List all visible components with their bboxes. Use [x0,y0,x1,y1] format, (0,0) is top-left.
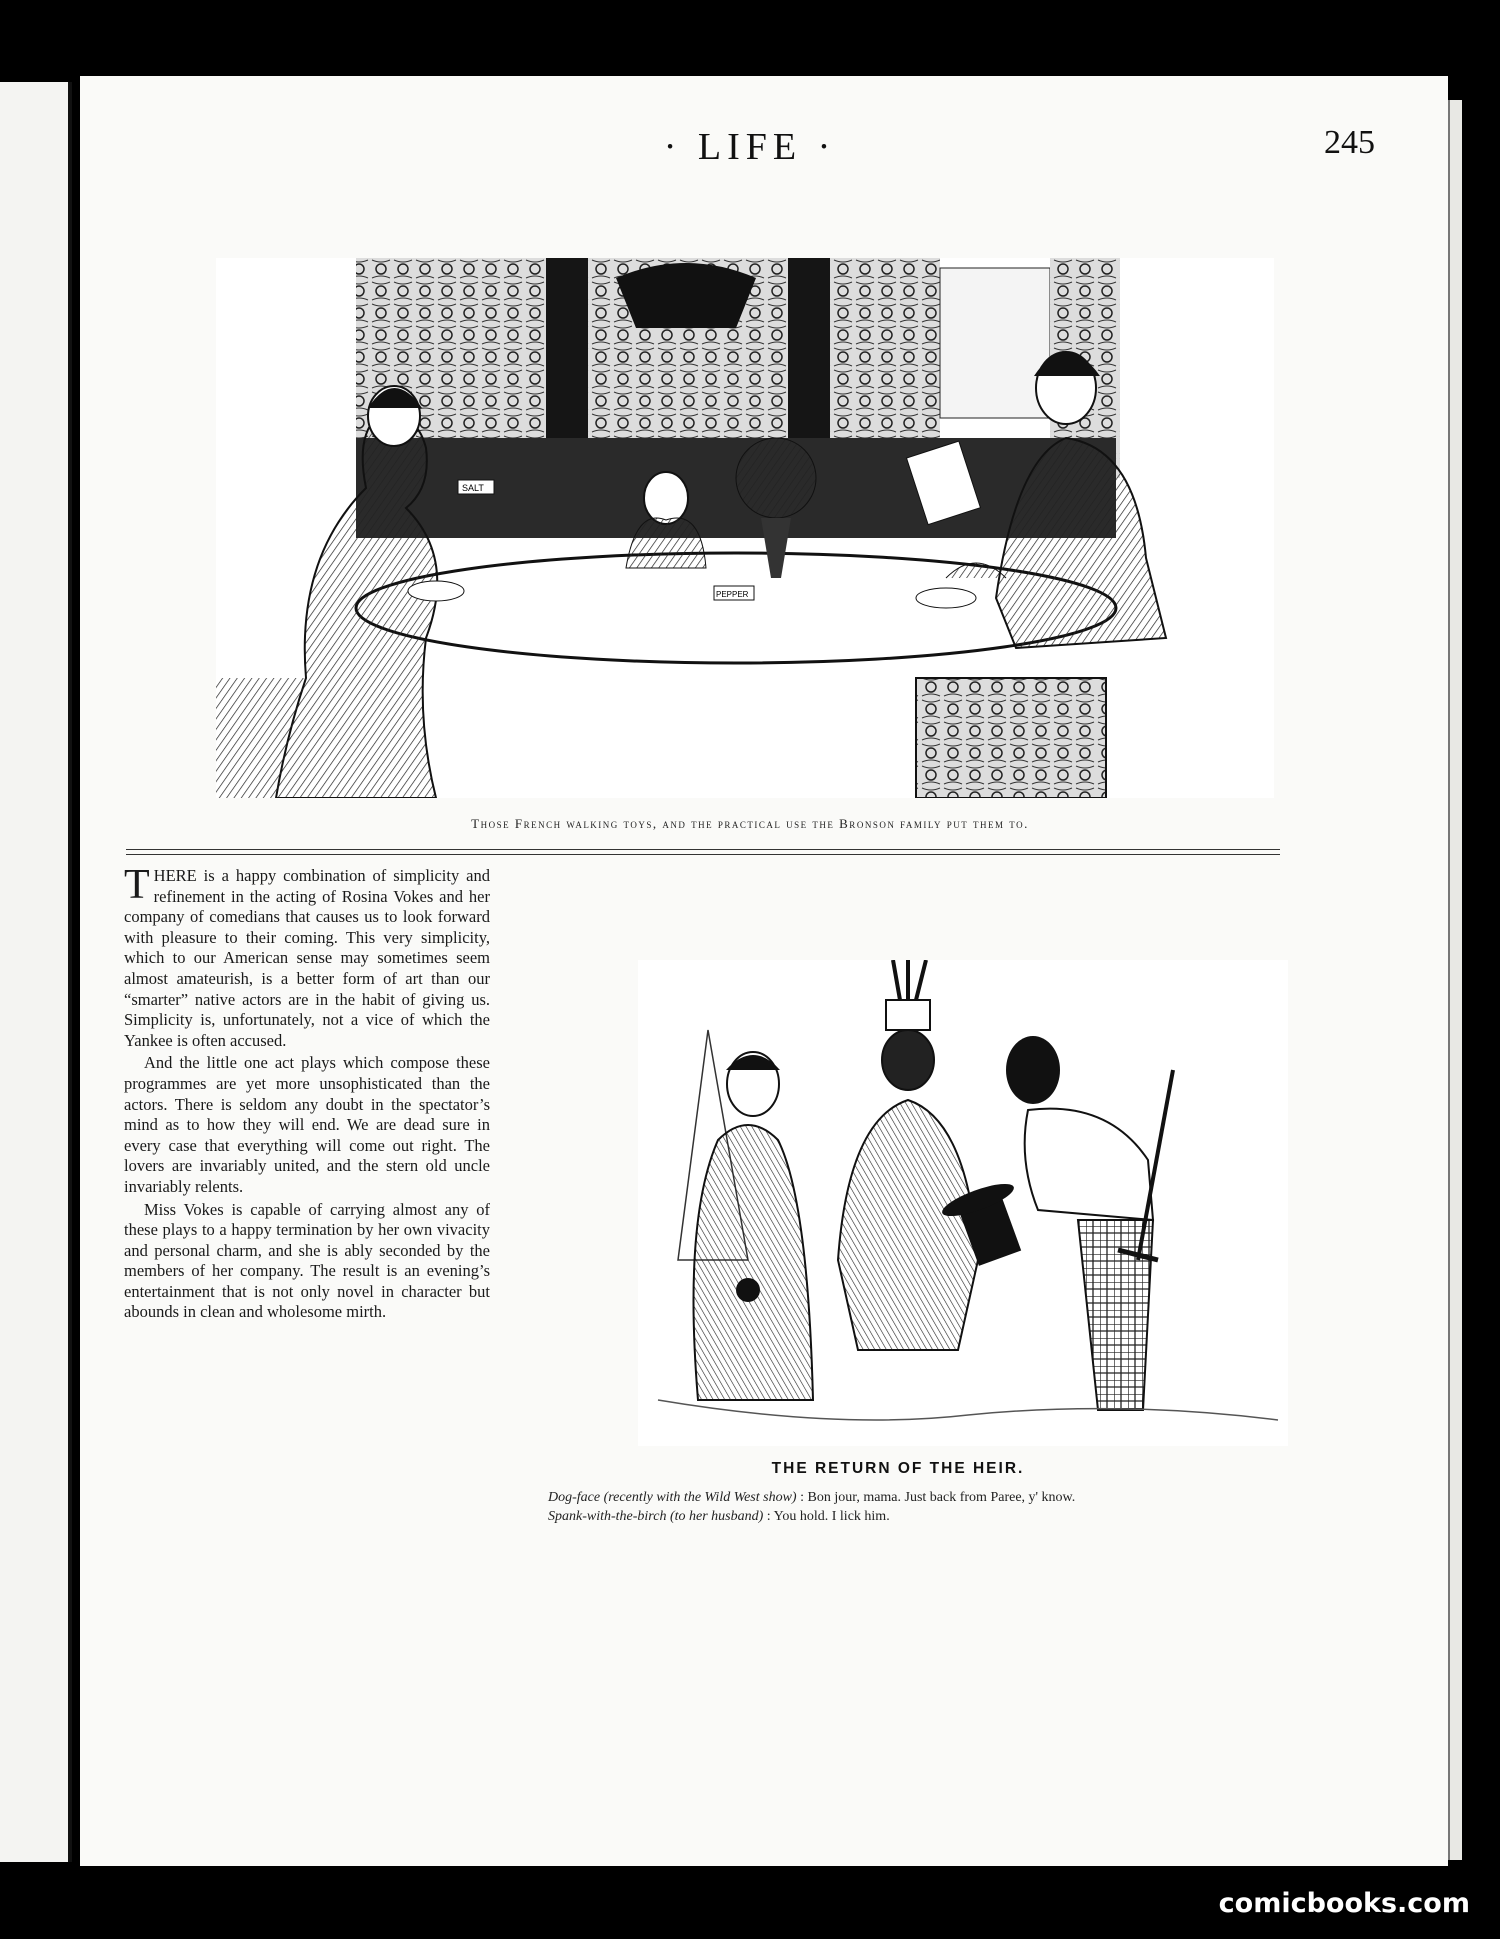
divider-rule [126,849,1280,850]
salt-sign: SALT [462,483,484,493]
article-paragraph-2: And the little one act plays which compose these programmes are yet more unsophisticated than the actors. There is seldom any doubt in the spectator’s mind as to how they will end. We are dead sure in every case that everything will come out right. The lovers are invariably united, and the stern old uncle invariably relents. [124,1053,490,1196]
site-watermark: comicbooks.com [1218,1888,1470,1919]
article-paragraph-3: Miss Vokes is capable of carrying almost any of these plays to a happy termination by her own vivacity and personal charm, and she is ably seconded by the members of her company. The result is an evening’s entertainment that is not only novel in character but abounds in clean and wholesome mirth. [124,1199,490,1322]
sideboard [916,678,1106,798]
masthead-title: · LIFE · [663,126,837,168]
return-of-heir-illustration [638,960,1288,1446]
return-of-heir-drawing [638,960,1288,1446]
heir-figure [1006,1036,1060,1104]
heir-caption-dialogue [518,1488,1283,1526]
page-number: 245 [1324,124,1375,161]
chandelier [616,263,756,328]
page-stack-edge [1448,100,1462,1860]
chief-figure [882,1030,934,1090]
dining-scene-illustration [216,258,1274,798]
child-figure [644,472,688,524]
article-paragraph-1: THERE is a happy combination of simplicity and refinement in the acting of Rosina Vokes and her company of comedians that causes us to look forward with pleasure to their coming. This very simplicity, which to our American sense may sometimes seem almost amateurish, is a better form of art than our “smarter” native actors are in the habit of giving us. Simplicity is, unfortunately, not a vice of which the Yankee is often accused. [124,862,490,1050]
flower-centerpiece [736,438,816,518]
squaw-figure [694,1125,814,1400]
dining-scene-caption: Those French walking toys, and the practical use the Bronson family put them to. [471,816,1029,831]
pepper-sign: PEPPER [716,590,749,599]
divider-rule-2 [126,854,1280,855]
dining-scene-drawing [216,258,1274,798]
heir-caption-title: THE RETURN OF THE HEIR. [771,1460,1025,1477]
dialogue-line-1: Dog-face (recently with the Wild West show) : Bon jour, mama. Just back from Paree, y' know. [548,1490,1076,1505]
drop-cap: T [124,862,150,908]
review-article [124,862,490,1325]
facing-page-edge [0,82,72,1862]
dialogue-line-2: Spank-with-the-birch (to her husband) : You hold. I lick him. [548,1509,890,1524]
